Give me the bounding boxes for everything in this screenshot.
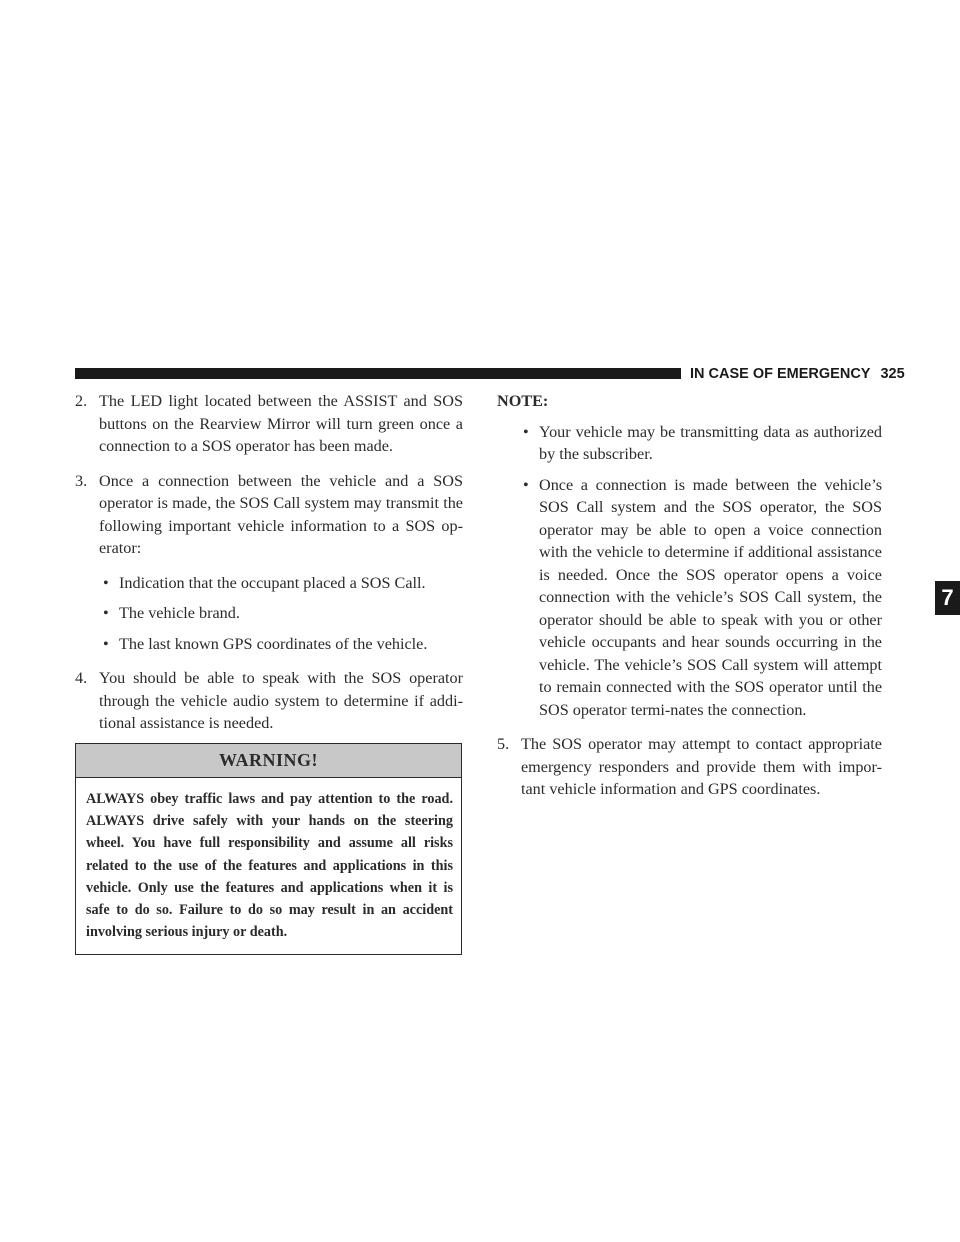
list-item-2: 2. The LED light located between the ASSIST and SOS buttons on the Rearview Mirror will turn green once a connection to a SOS operator has been made. <box>75 392 463 455</box>
chapter-tab: 7 <box>935 581 960 615</box>
warning-title: WARNING! <box>76 744 461 779</box>
right-column <box>497 390 882 813</box>
bullet-item: • Your vehicle may be transmitting data as authorized by the subscriber. <box>523 422 882 463</box>
note-label: NOTE: <box>497 392 549 410</box>
bullet-icon: • <box>523 422 529 441</box>
bullet-icon: • <box>523 475 529 494</box>
note-list <box>497 421 882 722</box>
list-item-5: 5. The SOS operator may attempt to contact appropriate emergency responders and provide them with impor-tant vehicle information and GPS coordinates. <box>497 735 882 798</box>
bullet-item: • The last known GPS coordinates of the vehicle. <box>99 633 463 656</box>
running-header <box>690 366 905 382</box>
list-item-3: 3. Once a connection between the vehicle and a SOS operator is made, the SOS Call system may transmit the following important vehicle information to a SOS op-erator: <box>75 471 463 557</box>
section-title: IN CASE OF EMERGENCY <box>690 366 871 382</box>
bullet-item: • The vehicle brand. <box>99 602 463 625</box>
bullet-item: • Once a connection is made between the vehicle’s SOS Call system and the SOS operator, the SOS operator may be able to open a voice connection with the vehicle to determine if additional assistance is needed. Once the SOS operator opens a voice connection with the vehicle’s SOS Call system, the operator should be able to speak with you or other vehicle occupants and hear sounds occurring in the vehicle. The vehicle’s SOS Call system will attempt to remain connected with the SOS operator until the SOS operator termi-nates the connection. <box>523 475 882 719</box>
warning-text: ALWAYS obey traffic laws and pay attention to the road. ALWAYS drive safely with your hands on the steering wheel. You have full responsibility and assume all risks related to the use of the features and applications in this vehicle. Only use the features and applications when it is safe to do so. Failure to do so may result in an accident involving serious injury or death. <box>86 791 453 941</box>
bullet-item: • Indication that the occupant placed a SOS Call. <box>99 572 463 595</box>
page-number: 325 <box>880 366 905 382</box>
bullet-icon: • <box>103 634 109 653</box>
bullet-icon: • <box>103 573 109 592</box>
bullet-icon: • <box>103 604 109 622</box>
transmitted-info-list <box>75 572 463 656</box>
left-column <box>75 390 463 955</box>
list-item-4: 4. You should be able to speak with the SOS operator through the vehicle audio system to determine if addi-tional assistance is needed. <box>75 669 463 732</box>
header-rule <box>75 368 681 379</box>
warning-box <box>75 743 462 956</box>
